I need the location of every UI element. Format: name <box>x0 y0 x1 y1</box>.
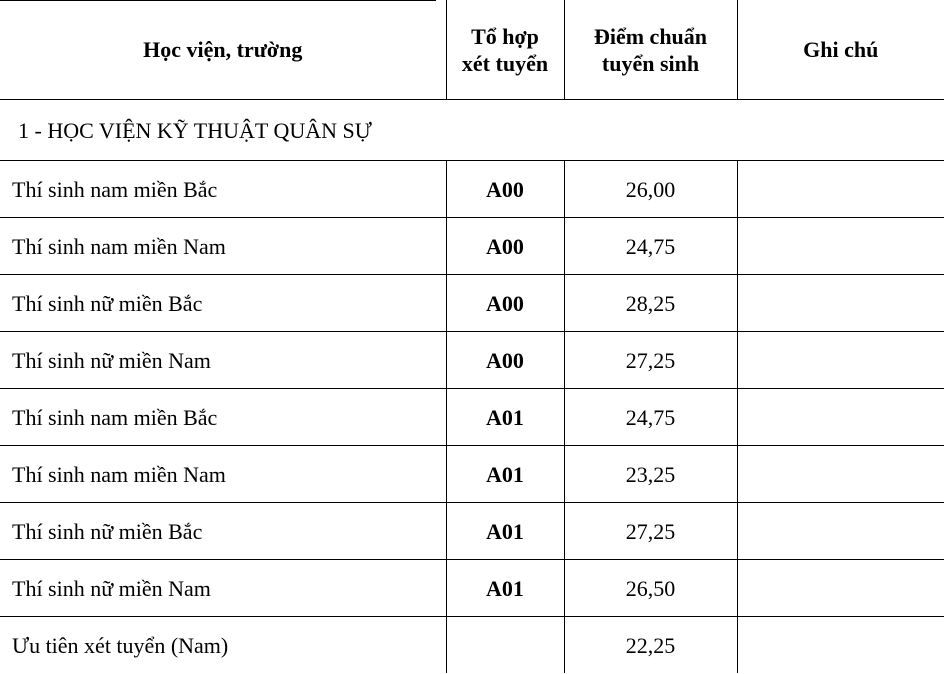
cell-subject-combo <box>446 617 564 674</box>
table-header-row <box>0 0 944 100</box>
cell-cutoff-score: 28,25 <box>564 275 737 332</box>
cell-subject-combo: A01 <box>446 503 564 560</box>
cell-cutoff-score: 22,25 <box>564 617 737 674</box>
section-title: 1 - HỌC VIỆN KỸ THUẬT QUÂN SỰ <box>0 100 944 161</box>
cell-note <box>737 332 944 389</box>
table-row <box>0 503 944 560</box>
table-row <box>0 218 944 275</box>
section-row <box>0 100 944 161</box>
cell-note <box>737 218 944 275</box>
cell-subject-combo: A00 <box>446 332 564 389</box>
cell-candidate-group: Thí sinh nam miền Bắc <box>0 161 446 218</box>
header-combo: Tổ hợp xét tuyển <box>446 0 564 100</box>
cell-cutoff-score: 27,25 <box>564 503 737 560</box>
cell-candidate-group: Thí sinh nam miền Nam <box>0 446 446 503</box>
cell-cutoff-score: 27,25 <box>564 332 737 389</box>
cell-note <box>737 389 944 446</box>
table-row <box>0 389 944 446</box>
cell-candidate-group: Thí sinh nam miền Bắc <box>0 389 446 446</box>
cell-subject-combo: A01 <box>446 446 564 503</box>
cell-cutoff-score: 24,75 <box>564 218 737 275</box>
cell-cutoff-score: 26,00 <box>564 161 737 218</box>
table-row <box>0 446 944 503</box>
cell-subject-combo: A01 <box>446 560 564 617</box>
cell-note <box>737 617 944 674</box>
table-row <box>0 560 944 617</box>
header-note: Ghi chú <box>737 0 944 100</box>
cell-note <box>737 503 944 560</box>
cell-subject-combo: A00 <box>446 161 564 218</box>
table-row <box>0 275 944 332</box>
cell-candidate-group: Thí sinh nam miền Nam <box>0 218 446 275</box>
cell-cutoff-score: 26,50 <box>564 560 737 617</box>
cell-subject-combo: A00 <box>446 218 564 275</box>
cell-note <box>737 560 944 617</box>
header-score: Điểm chuẩn tuyển sinh <box>564 0 737 100</box>
cell-candidate-group: Thí sinh nữ miền Nam <box>0 560 446 617</box>
cell-note <box>737 161 944 218</box>
cell-candidate-group: Thí sinh nữ miền Bắc <box>0 275 446 332</box>
cell-subject-combo: A01 <box>446 389 564 446</box>
cell-candidate-group: Ưu tiên xét tuyển (Nam) <box>0 617 446 674</box>
table-row <box>0 617 944 674</box>
cell-note <box>737 275 944 332</box>
table-row <box>0 161 944 218</box>
table-row <box>0 332 944 389</box>
cell-candidate-group: Thí sinh nữ miền Nam <box>0 332 446 389</box>
cell-cutoff-score: 24,75 <box>564 389 737 446</box>
header-school: Học viện, trường <box>0 0 446 100</box>
cell-note <box>737 446 944 503</box>
cell-subject-combo: A00 <box>446 275 564 332</box>
cell-cutoff-score: 23,25 <box>564 446 737 503</box>
cell-candidate-group: Thí sinh nữ miền Bắc <box>0 503 446 560</box>
